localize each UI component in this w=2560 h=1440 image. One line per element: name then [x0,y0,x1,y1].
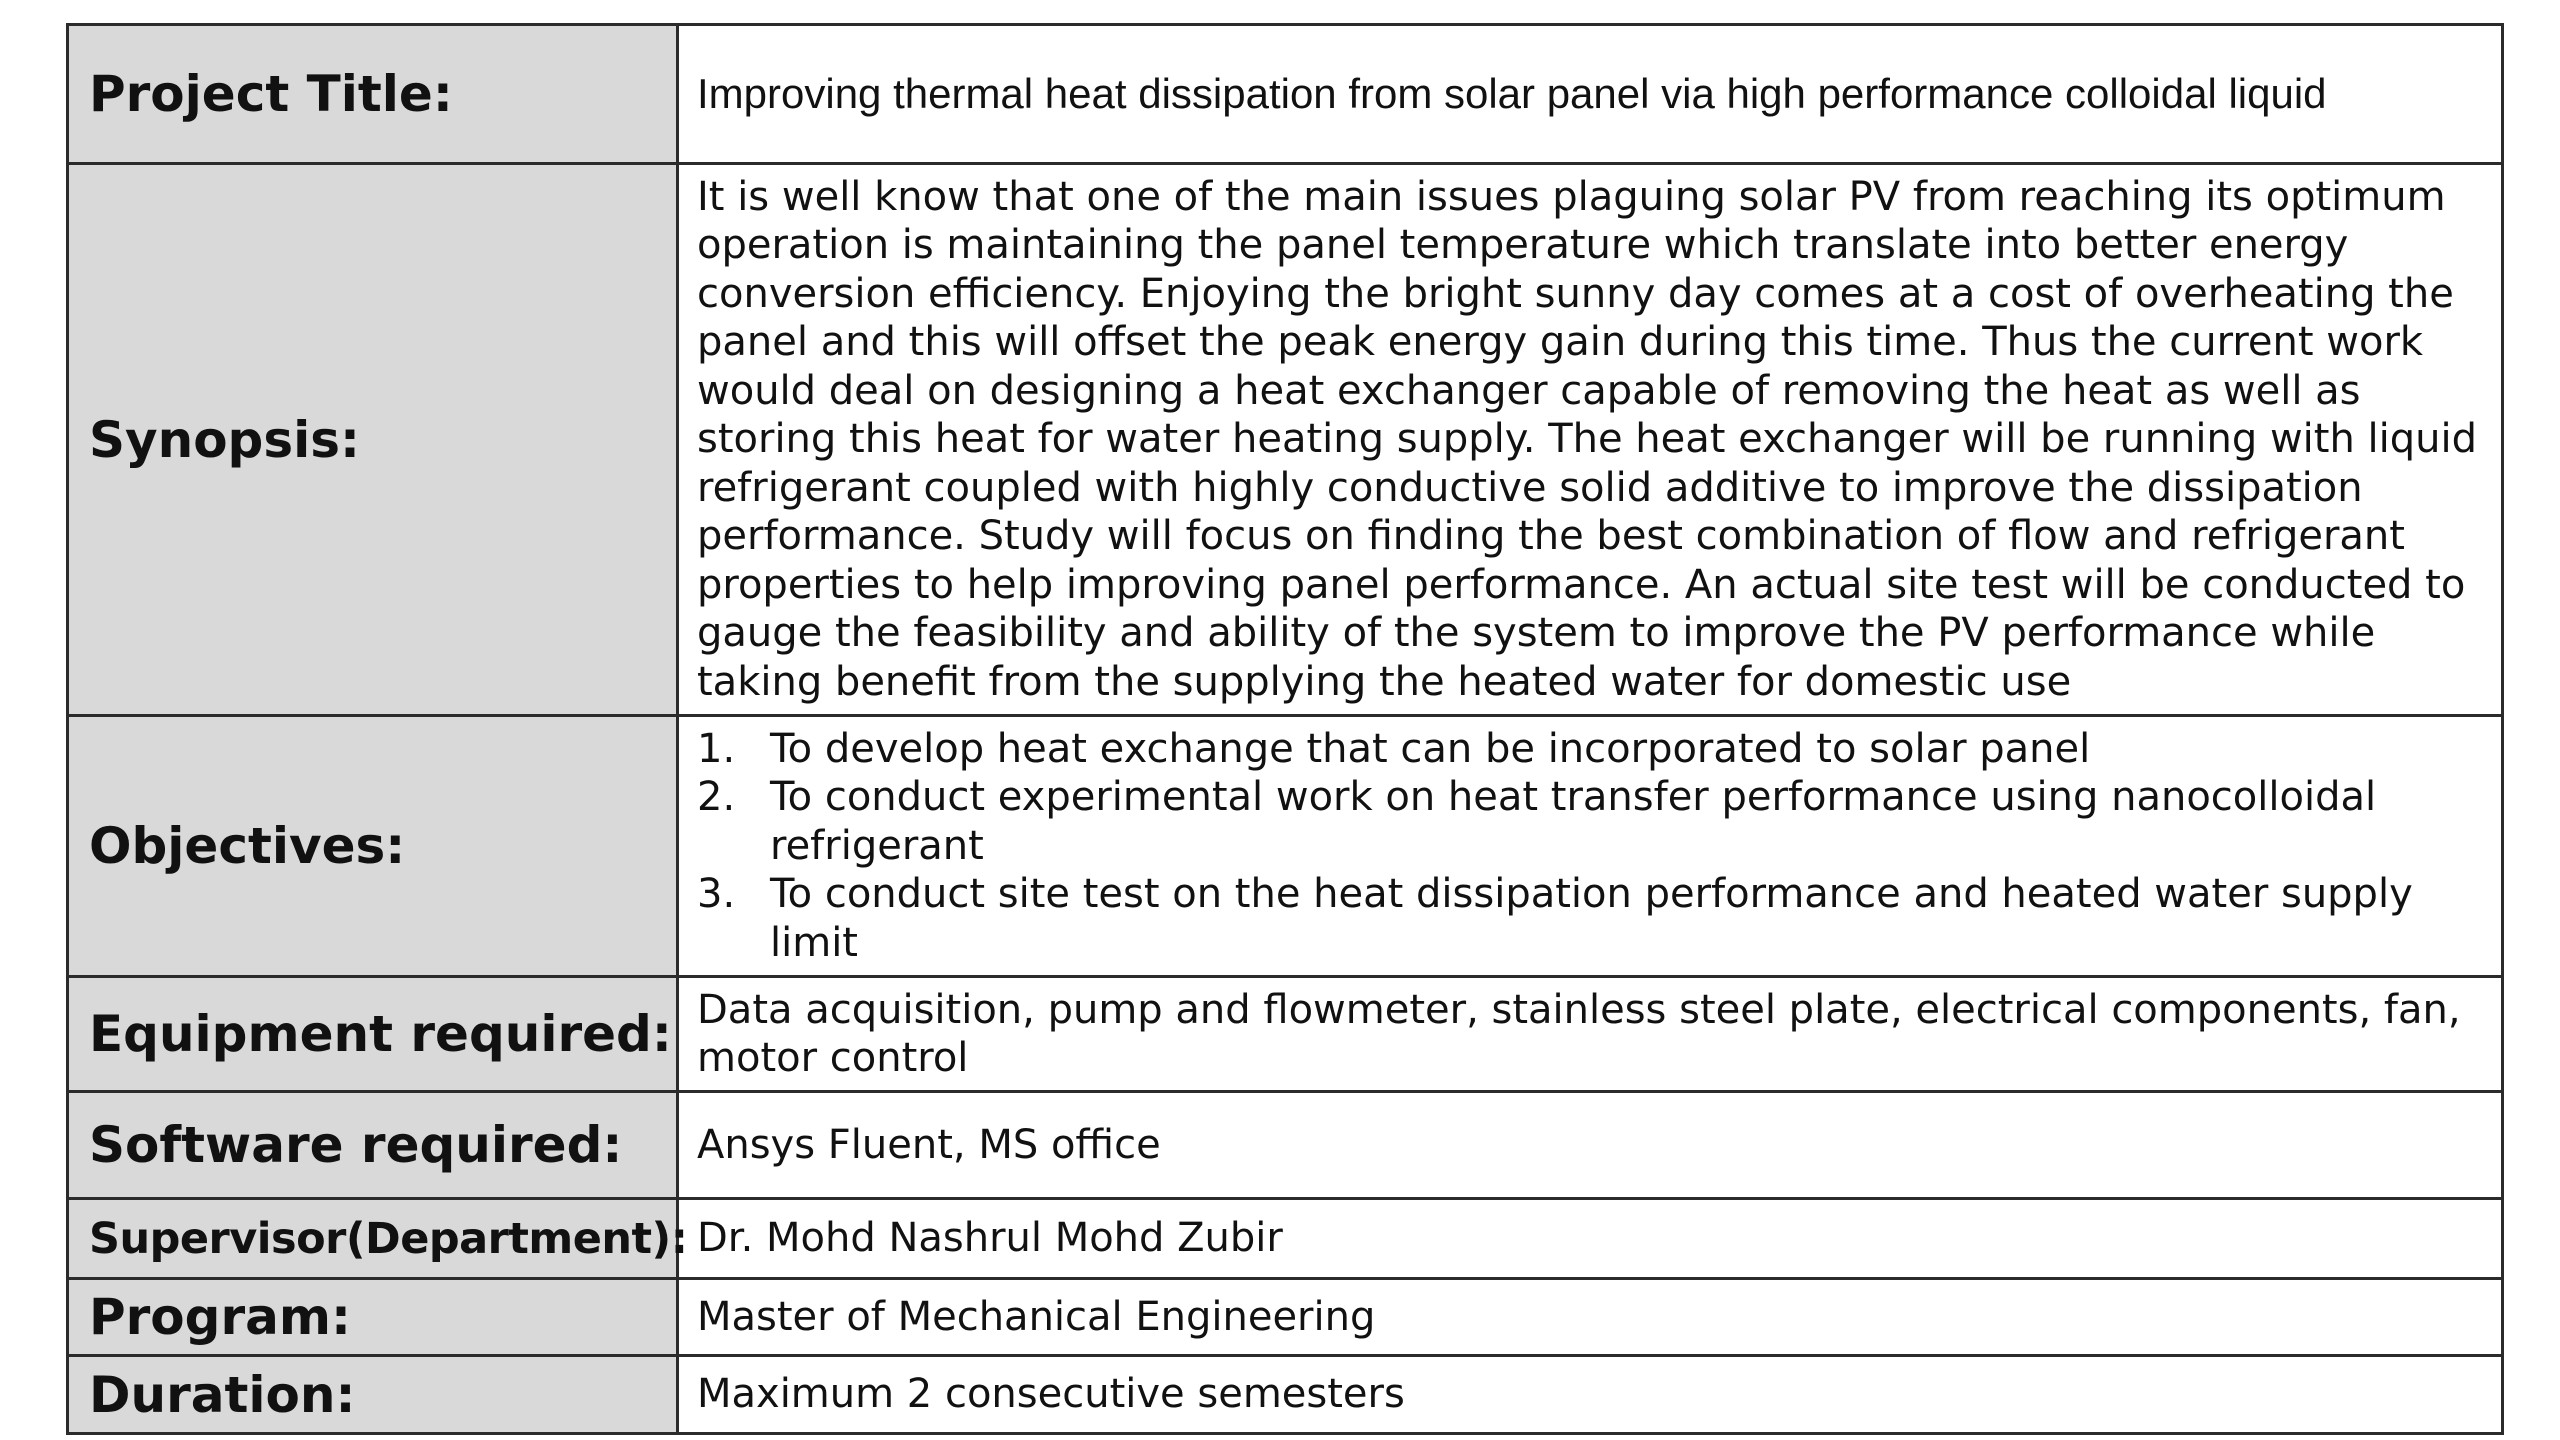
equipment-value: Data acquisition, pump and flowmeter, stainless steel plate, electrical components, fan, motor control [678,977,2503,1092]
row-program [68,1279,2503,1356]
objective-item [697,870,2483,967]
objective-text: To develop heat exchange that can be incorporated to solar panel [770,725,2091,772]
row-duration [68,1356,2503,1434]
objective-item [697,725,2483,774]
objective-item [697,773,2483,870]
objective-text: To conduct site test on the heat dissipation performance and heated water supply limit [770,871,2413,966]
objective-number: 2. [697,774,736,821]
project-title-label: Project Title: [68,25,678,164]
row-supervisor [68,1199,2503,1279]
supervisor-value: Dr. Mohd Nashrul Mohd Zubir [678,1199,2503,1279]
row-software [68,1092,2503,1199]
objectives-value [678,716,2503,977]
equipment-label: Equipment required: [68,977,678,1092]
row-objectives [68,716,2503,977]
objective-number: 3. [697,871,736,918]
objective-text: To conduct experimental work on heat transfer performance using nanocolloidal refrigerant [770,774,2377,869]
row-equipment [68,977,2503,1092]
project-info-document [66,23,2504,1435]
project-title-value: Improving thermal heat dissipation from solar panel via high performance colloidal liquid [678,25,2503,164]
synopsis-label: Synopsis: [68,164,678,716]
duration-label: Duration: [68,1356,678,1434]
project-info-table [66,23,2504,1435]
row-project-title [68,25,2503,164]
objectives-label: Objectives: [68,716,678,977]
duration-value: Maximum 2 consecutive semesters [678,1356,2503,1434]
software-label: Software required: [68,1092,678,1199]
synopsis-value: It is well know that one of the main issues plaguing solar PV from reaching its optimum operation is maintaining the panel temperature which translate into better energy conversion efficiency. Enjoying the bright sunny day comes at a cost of overheating the panel and this will offset the peak energy gain during this time. Thus the current work would deal on designing a heat exchanger capable of removing the heat as well as storing this heat for water heating supply. The heat exchanger will be running with liquid refrigerant coupled with highly conductive solid additive to improve the dissipation performance. Study will focus on finding the best combination of flow and refrigerant properties to help improving panel performance. An actual site test will be conducted to gauge the feasibility and ability of the system to improve the PV performance while taking benefit from the supplying the heated water for domestic use [678,164,2503,716]
objective-number: 1. [697,725,736,772]
program-label: Program: [68,1279,678,1356]
row-synopsis [68,164,2503,716]
software-value: Ansys Fluent, MS office [678,1092,2503,1199]
program-value: Master of Mechanical Engineering [678,1279,2503,1356]
objectives-list [697,725,2483,968]
supervisor-label: Supervisor(Department): [68,1199,678,1279]
